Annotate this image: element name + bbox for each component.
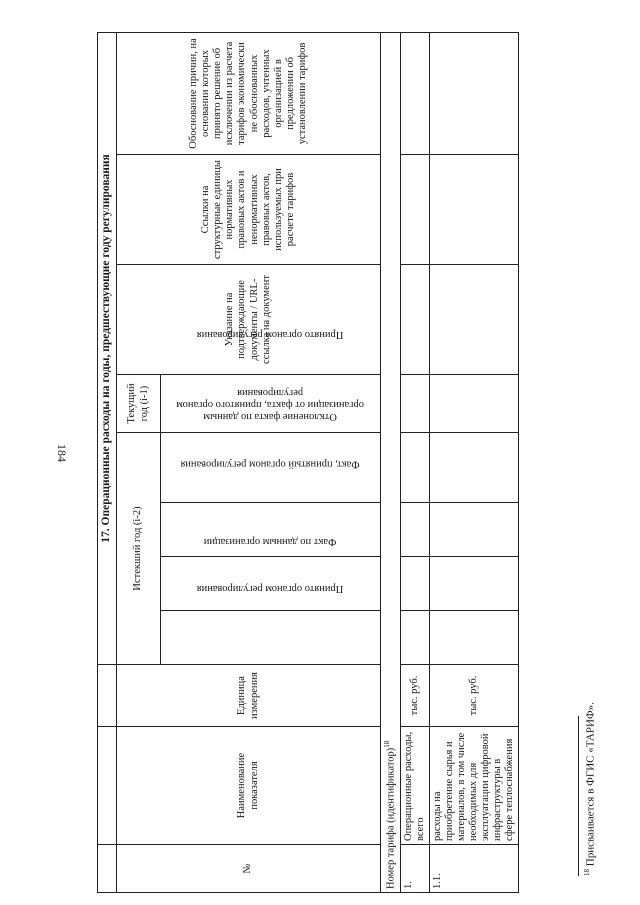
table-container xyxy=(97,33,516,893)
table-row xyxy=(429,32,518,892)
footnote-separator xyxy=(578,716,579,876)
operating-expenses-table xyxy=(97,32,519,893)
header-number: № xyxy=(117,845,381,893)
tariff-footnote-mark: 18 xyxy=(383,740,391,748)
header-past-fact-organization: Факт по данным организации xyxy=(204,535,337,547)
row-number: 1. xyxy=(400,845,429,893)
page-number: 184 xyxy=(55,444,69,462)
table-row xyxy=(400,32,429,892)
tariff-number-row xyxy=(381,32,401,892)
rotated-table-frame xyxy=(97,33,516,893)
header-current-year: Текущий год (i-1) xyxy=(117,375,161,433)
header-documents: Указание на подтверждающие документы / URL-ссылка на документ xyxy=(117,265,381,375)
row-number: 1.1. xyxy=(429,845,518,893)
header-past-accepted-by-regulator: Принято органом регулирования xyxy=(197,582,344,594)
header-past-fact-accepted: Факт, принятый органом регулирования xyxy=(180,458,361,470)
header-legal-links: Ссылки на структурные единицы нормативных правовых актов и ненормативных правовых актов, используемых при расчете тарифов xyxy=(117,155,381,265)
header-past-deviation: Отклонение факта по данным организации от факта, принятого органом регулирования xyxy=(176,386,365,423)
header-unit: Единица измерения xyxy=(117,665,381,727)
row-name: Операционные расходы, всего xyxy=(400,727,429,845)
header-past-year: Истекший год (i-2) xyxy=(117,433,161,665)
row-name: расходы на приобретение сырья и материалов, в том числе необходимых для эксплуатации цифровой инфраструктуры в сфере теплоснабжения xyxy=(429,727,518,845)
header-justification: Обоснование причин, на основании которых принято решение об исключении из расчета тарифов экономически не обоснованных расходов, учтенных организацией в предложении об установлении тарифов xyxy=(117,32,381,154)
footnote xyxy=(583,702,599,876)
header-indicator-name: Наименование показателя xyxy=(117,727,381,845)
footnote-text: Присваивается в ФГИС «ТАРИФ». xyxy=(584,702,597,869)
tariff-row-label: Номер тарифа (идентификатор) xyxy=(385,747,397,889)
row-unit: тыс. руб. xyxy=(400,665,429,727)
section-title: 17. Операционные расходы на годы, предшествующие году регулирования xyxy=(98,32,117,664)
header-current-accepted-by-regulator: Принято органом регулирования xyxy=(197,329,344,341)
footnote-mark: 18 xyxy=(583,869,591,876)
row-unit: тыс. руб. xyxy=(429,665,518,727)
